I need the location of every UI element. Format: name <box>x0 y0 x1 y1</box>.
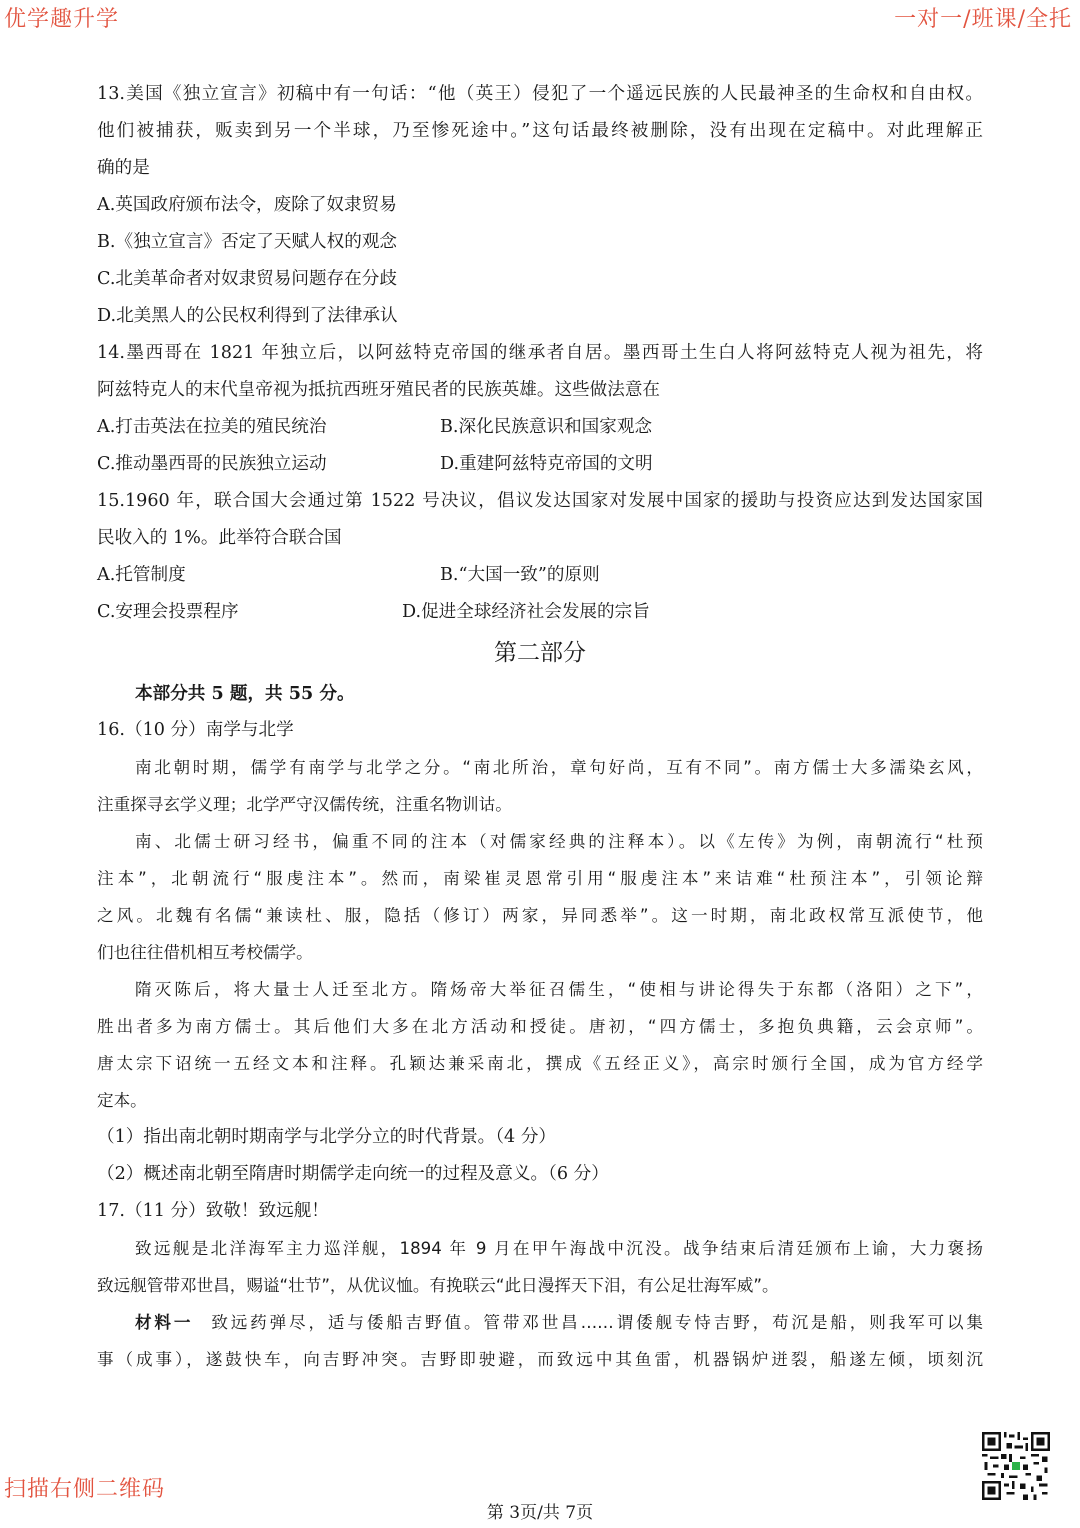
question-14-options-row-2 <box>97 446 983 483</box>
question-14-option-d: D.重建阿兹特克帝国的文明 <box>440 454 653 474</box>
question-14-option-b: B.深化民族意识和国家观念 <box>440 417 653 437</box>
question-14-stem-line-1: 14.墨西哥在 1821 年独立后，以阿兹特克帝国的继承者自居。墨西哥土生白人将阿兹特克人视为祖先，将 <box>97 343 983 363</box>
question-16 <box>97 712 983 1193</box>
page-content <box>97 76 983 1378</box>
question-14-option-c: C.推动墨西哥的民族独立运动 <box>97 454 327 474</box>
question-15-option-c: C.安理会投票程序 <box>97 602 239 622</box>
question-15-options-row-1 <box>97 557 983 594</box>
question-17-material-line-1 <box>97 1304 983 1341</box>
question-14-stem-line-2: 阿兹特克人的末代皇帝视为抵抗西班牙殖民者的民族英雄。这些做法意在 <box>97 380 661 400</box>
question-17-intro-line-1: 致远舰是北洋海军主力巡洋舰，1894 年 9 月在甲午海战中沉没。战争结束后清廷颁布上谕，大力褒扬 <box>135 1239 983 1258</box>
question-16-title: 16.（10 分）南学与北学 <box>97 720 294 740</box>
question-17-title: 17.（11 分）致敬！致远舰！ <box>97 1201 329 1221</box>
question-16-para-2-line-1: 南、北儒士研习经书，偏重不同的注本（对儒家经典的注释本）。以《左传》为例，南朝流行“杜预 <box>135 832 983 851</box>
question-16-para-3-line-1: 隋灭陈后，将大量士人迁至北方。隋炀帝大举征召儒生，“使相与讲论得失于东都（洛阳）之下”， <box>135 980 983 999</box>
qr-code-icon[interactable] <box>982 1432 1050 1500</box>
question-14-option-a: A.打击英法在拉美的殖民统治 <box>97 417 327 437</box>
question-15-options-row-2 <box>97 594 983 631</box>
question-16-sub-1: （1）指出南北朝时期南学与北学分立的时代背景。（4 分） <box>97 1127 557 1147</box>
question-13-stem-line-2: 他们被捕获，贩卖到另一个半球，乃至惨死途中。”这句话最终被删除，没有出现在定稿中。对此理解正 <box>97 121 983 141</box>
question-17 <box>97 1193 983 1378</box>
question-13 <box>97 76 983 335</box>
question-13-stem-line-3: 确的是 <box>97 158 150 178</box>
question-15-option-d: D.促进全球经济社会发展的宗旨 <box>402 602 650 622</box>
question-16-para-3-line-3: 唐太宗下诏统一五经文本和注释。孔颖达兼采南北，撰成《五经正义》，高宗时颁行全国，成为官方经学 <box>97 1054 983 1073</box>
watermark-bottom-left: 扫描右侧二维码 <box>4 1477 166 1502</box>
question-16-para-2-line-3: 之风。北魏有名儒“兼读杜、服，隐括（修订）两家，异同悉举”。这一时期，南北政权常互派使节，他 <box>97 906 983 925</box>
question-15 <box>97 483 983 631</box>
question-14-options-row-1 <box>97 409 983 446</box>
question-16-para-3-line-4: 定本。 <box>97 1091 147 1110</box>
watermark-top-right: 一对一/班课/全托 <box>894 7 1072 32</box>
question-17-intro-line-2: 致远舰管带邓世昌，赐谥“壮节”，从优议恤。有挽联云“此日漫挥天下泪，有公足壮海军威”。 <box>97 1276 779 1295</box>
question-17-material-label: 材料一 <box>135 1313 194 1332</box>
question-17-material-line-2: 事（成事），遂鼓快车，向吉野冲突。吉野即驶避，而致远中其鱼雷，机器锅炉迸裂，船遂左倾，顷刻沉 <box>97 1350 983 1369</box>
question-14 <box>97 335 983 483</box>
question-13-option-b: B.《独立宣言》否定了天赋人权的观念 <box>97 232 398 252</box>
question-15-stem-line-2: 民收入的 1%。此举符合联合国 <box>97 528 342 548</box>
section-title: 第二部分 <box>494 640 586 666</box>
question-16-para-3-line-2: 胜出者多为南方儒士。其后他们大多在北方活动和授徒。唐初，“四方儒士，多抱负典籍，云会京师”。 <box>97 1017 983 1036</box>
question-17-material-text-1: 致远药弹尽，适与倭船吉野值。管带邓世昌……谓倭舰专恃吉野，苟沉是船，则我军可以集 <box>211 1313 984 1332</box>
question-13-stem-line-1: 13.美国《独立宣言》初稿中有一句话：“他（英王）侵犯了一个遥远民族的人民最神圣的生命权和自由权。 <box>97 84 983 104</box>
section-intro: 本部分共 5 题，共 55 分。 <box>135 683 355 704</box>
question-15-stem-line-1: 15.1960 年，联合国大会通过第 1522 号决议，倡议发达国家对发展中国家的援助与投资应达到发达国家国 <box>97 491 983 511</box>
question-16-sub-2: （2）概述南北朝至隋唐时期儒学走向统一的过程及意义。（6 分） <box>97 1164 609 1184</box>
watermark-top-left: 优学趣升学 <box>4 7 120 32</box>
question-13-option-a: A.英国政府颁布法令，废除了奴隶贸易 <box>97 195 397 215</box>
question-16-para-2-line-2: 注本”，北朝流行“服虔注本”。然而，南梁崔灵恩常引用“服虔注本”来诘难“杜预注本”，引领论辩 <box>97 869 983 888</box>
page-number: 第 3页/共 7页 <box>486 1503 594 1523</box>
question-15-option-b: B.“大国一致”的原则 <box>440 565 600 585</box>
question-13-option-c: C.北美革命者对奴隶贸易问题存在分歧 <box>97 269 397 289</box>
question-16-para-2-line-4: 们也往往借机相互考校儒学。 <box>97 943 313 962</box>
question-13-option-d: D.北美黑人的公民权利得到了法律承认 <box>97 306 398 326</box>
question-15-option-a: A.托管制度 <box>97 565 186 585</box>
question-16-para-1-line-2: 注重探寻玄学义理；北学严守汉儒传统，注重名物训诂。 <box>97 795 512 814</box>
question-16-para-1-line-1: 南北朝时期，儒学有南学与北学之分。“南北所治，章句好尚，互有不同”。南方儒士大多濡染玄风， <box>135 758 983 777</box>
